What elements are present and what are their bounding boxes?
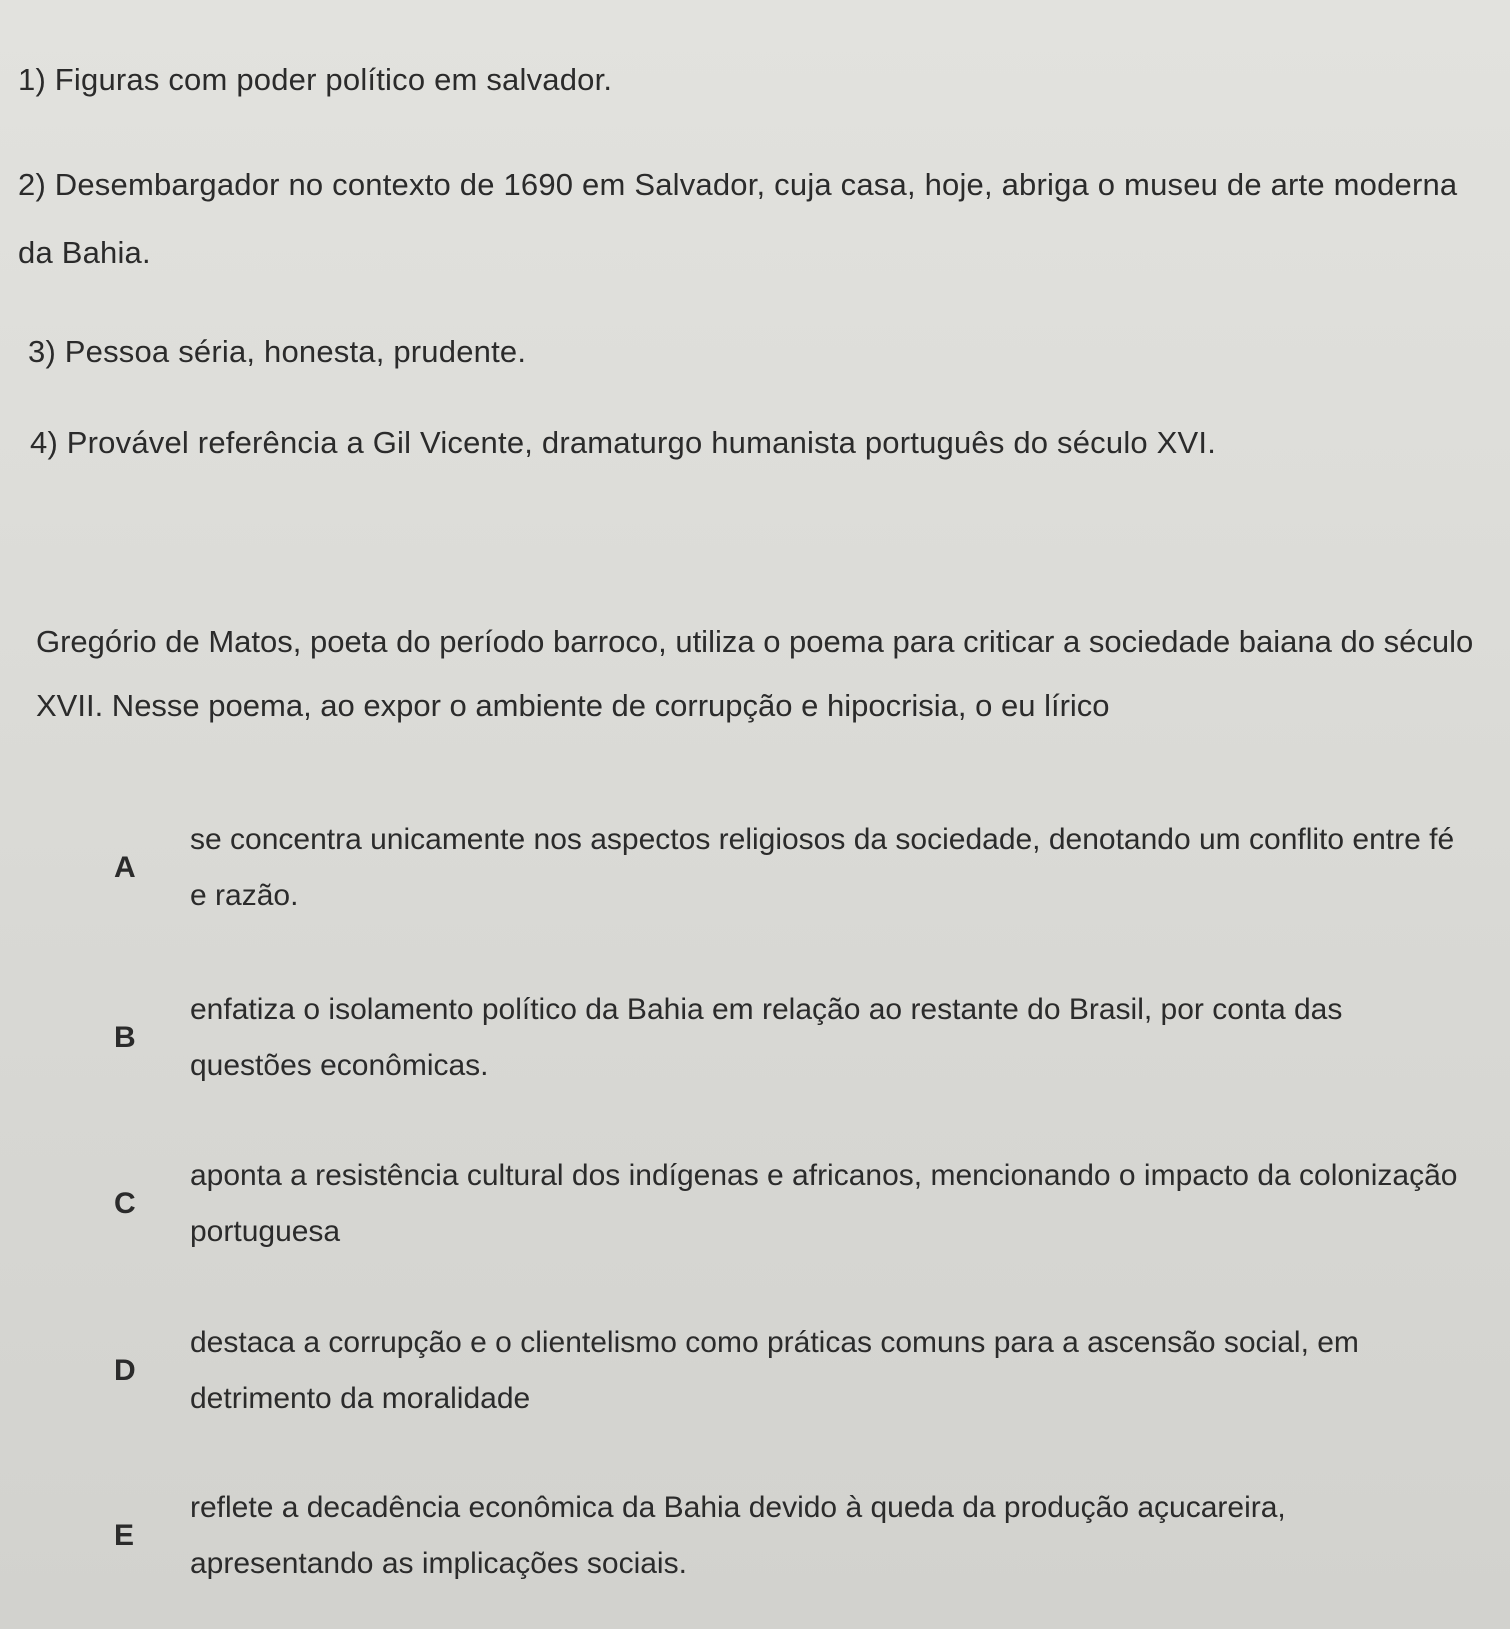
question-statement: Gregório de Matos, poeta do período barroco, utiliza o poema para criticar a sociedade baiana do século XVII. Nesse poema, ao expor o ambiente de corrupção e hipocrisia, o eu lírico	[36, 624, 1474, 723]
note-2: 2) Desembargador no contexto de 1690 em Salvador, cuja casa, hoje, abriga o museu de arte moderna da Bahia.	[18, 167, 1458, 270]
option-text-d: destaca a corrupção e o clientelismo como práticas comuns para a ascensão social, em detrimento da moralidade	[190, 1326, 1359, 1415]
option-text-a: se concentra unicamente nos aspectos religiosos da sociedade, denotando um conflito entre fé e razão.	[190, 823, 1455, 912]
option-letter-e: E	[114, 1519, 135, 1552]
option-letter-b: B	[114, 1021, 136, 1054]
answer-option-a[interactable]	[100, 812, 1460, 924]
option-text-b: enfatiza o isolamento político da Bahia em relação ao restante do Brasil, por conta das questões econômicas.	[190, 993, 1343, 1082]
option-text-c: aponta a resistência cultural dos indígenas e africanos, mencionando o impacto da colonização portuguesa	[190, 1159, 1458, 1248]
option-letter-d: D	[114, 1354, 136, 1387]
option-letter-a: A	[114, 851, 136, 884]
note-3: 3) Pessoa séria, honesta, prudente.	[28, 334, 527, 369]
note-1: 1) Figuras com poder político em salvador.	[18, 62, 613, 97]
option-letter-c: C	[114, 1187, 136, 1220]
answer-option-e[interactable]	[100, 1480, 1460, 1592]
note-4: 4) Provável referência a Gil Vicente, dramaturgo humanista português do século XVI.	[30, 425, 1217, 460]
answer-option-d[interactable]	[100, 1315, 1460, 1427]
option-text-e: reflete a decadência econômica da Bahia devido à queda da produção açucareira, apresentando as implicações sociais.	[190, 1491, 1286, 1580]
answer-option-b[interactable]	[100, 982, 1460, 1094]
answer-option-c[interactable]	[100, 1148, 1460, 1260]
